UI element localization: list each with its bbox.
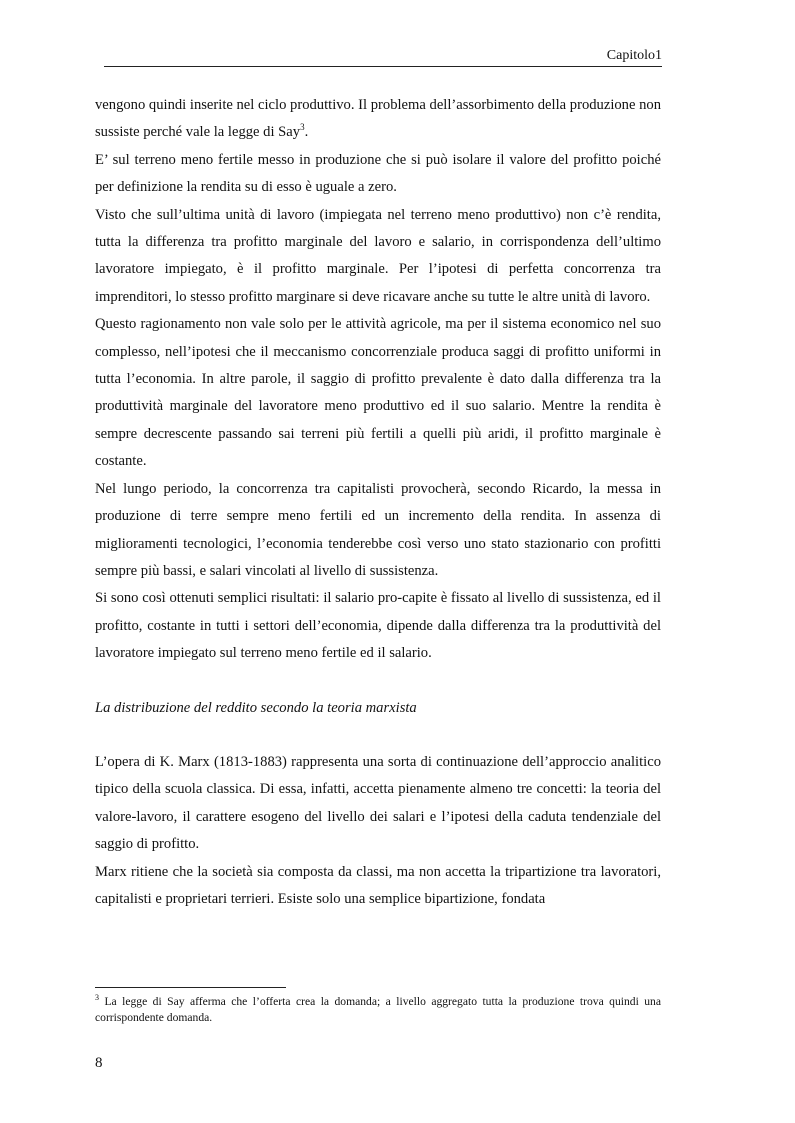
paragraph: L’opera di K. Marx (1813-1883) rappresenta una sorta di continuazione dell’approccio analitico tipico della scuola classica. Di essa, infatti, accetta pienamente almeno tre concetti: la teoria del valore-lavoro, il carattere esogeno del livello dei salari e l’ipotesi della caduta tendenziale del saggio di profitto. — [95, 753, 661, 853]
paragraph: E’ sul terreno meno fertile messo in produzione che si può isolare il valore del profitto poiché per definizione la rendita su di esso è uguale a zero. — [95, 151, 661, 196]
chapter-title: Capitolo1 — [606, 48, 662, 63]
paragraph: Visto che sull’ultima unità di lavoro (impiegata nel terreno meno produttivo) non c’è rendita, tutta la differenza tra profitto marginale del lavoro e salario, in corrispondenza dell’ultimo lavoratore impiegato, è il profitto marginale. Per l’ipotesi di perfetta concorrenza tra imprenditori, lo stesso profitto marginare si deve ricavare anche su tutte le altre unità di lavoro. — [95, 206, 661, 305]
paragraph: Si sono così ottenuti semplici risultati: il salario pro-capite è fissato al livello di sussistenza, ed il profitto, costante in tutti i settori dell’economia, dipende dalla differenza tra la produttività del lavoratore impiegato sul terreno meno fertile ed il salario. — [95, 590, 661, 662]
footnote-text: La legge di Say afferma che l’offerta crea la domanda; a livello aggregato tutta la produzione trova quindi una corrispondente domanda. — [95, 995, 661, 1024]
paragraph: Nel lungo periodo, la concorrenza tra capitalisti provocherà, secondo Ricardo, la messa in produzione di terre sempre meno fertili ed un incremento della rendita. In assenza di miglioramenti tecnologici, l’economia tenderebbe così verso uno stato stazionario con profitti sempre più bassi, e salari vincolati al livello di sussistenza. — [95, 480, 661, 579]
footnote — [95, 994, 661, 1026]
footnote-reference: 3 — [300, 122, 305, 133]
running-header — [104, 46, 662, 67]
page-number: 8 — [95, 1055, 103, 1071]
paragraph — [95, 92, 661, 147]
section-heading: La distribuzione del reddito secondo la teoria marxista — [95, 699, 417, 716]
paragraph: Questo ragionamento non vale solo per le attività agricole, ma per il sistema economico nel suo complesso, nell’ipotesi che il meccanismo concorrenziale produca saggi di profitto uniformi in tutta l’economia. In altre parole, il saggio di profitto prevalente è dato dalla differenza tra la produttività marginale del lavoratore meno produttivo ed il suo salario. Mentre la rendita è sempre decrescente passando sai terreni più fertili a quelli più aridi, il profitto marginale è costante. — [95, 316, 661, 470]
paragraph-text: vengono quindi inserite nel ciclo produttivo. Il problema dell’assorbimento della produzione non sussiste perché vale la legge di Say — [95, 97, 661, 141]
paragraph-end: . — [304, 124, 309, 141]
footnote-number: 3 — [95, 993, 99, 1003]
paragraph: Marx ritiene che la società sia composta da classi, ma non accetta la tripartizione tra lavoratori, capitalisti e proprietari terrieri. Esiste solo una semplice bipartizione, fondata — [95, 863, 661, 907]
footnote-divider — [95, 987, 286, 988]
main-text — [95, 92, 661, 913]
